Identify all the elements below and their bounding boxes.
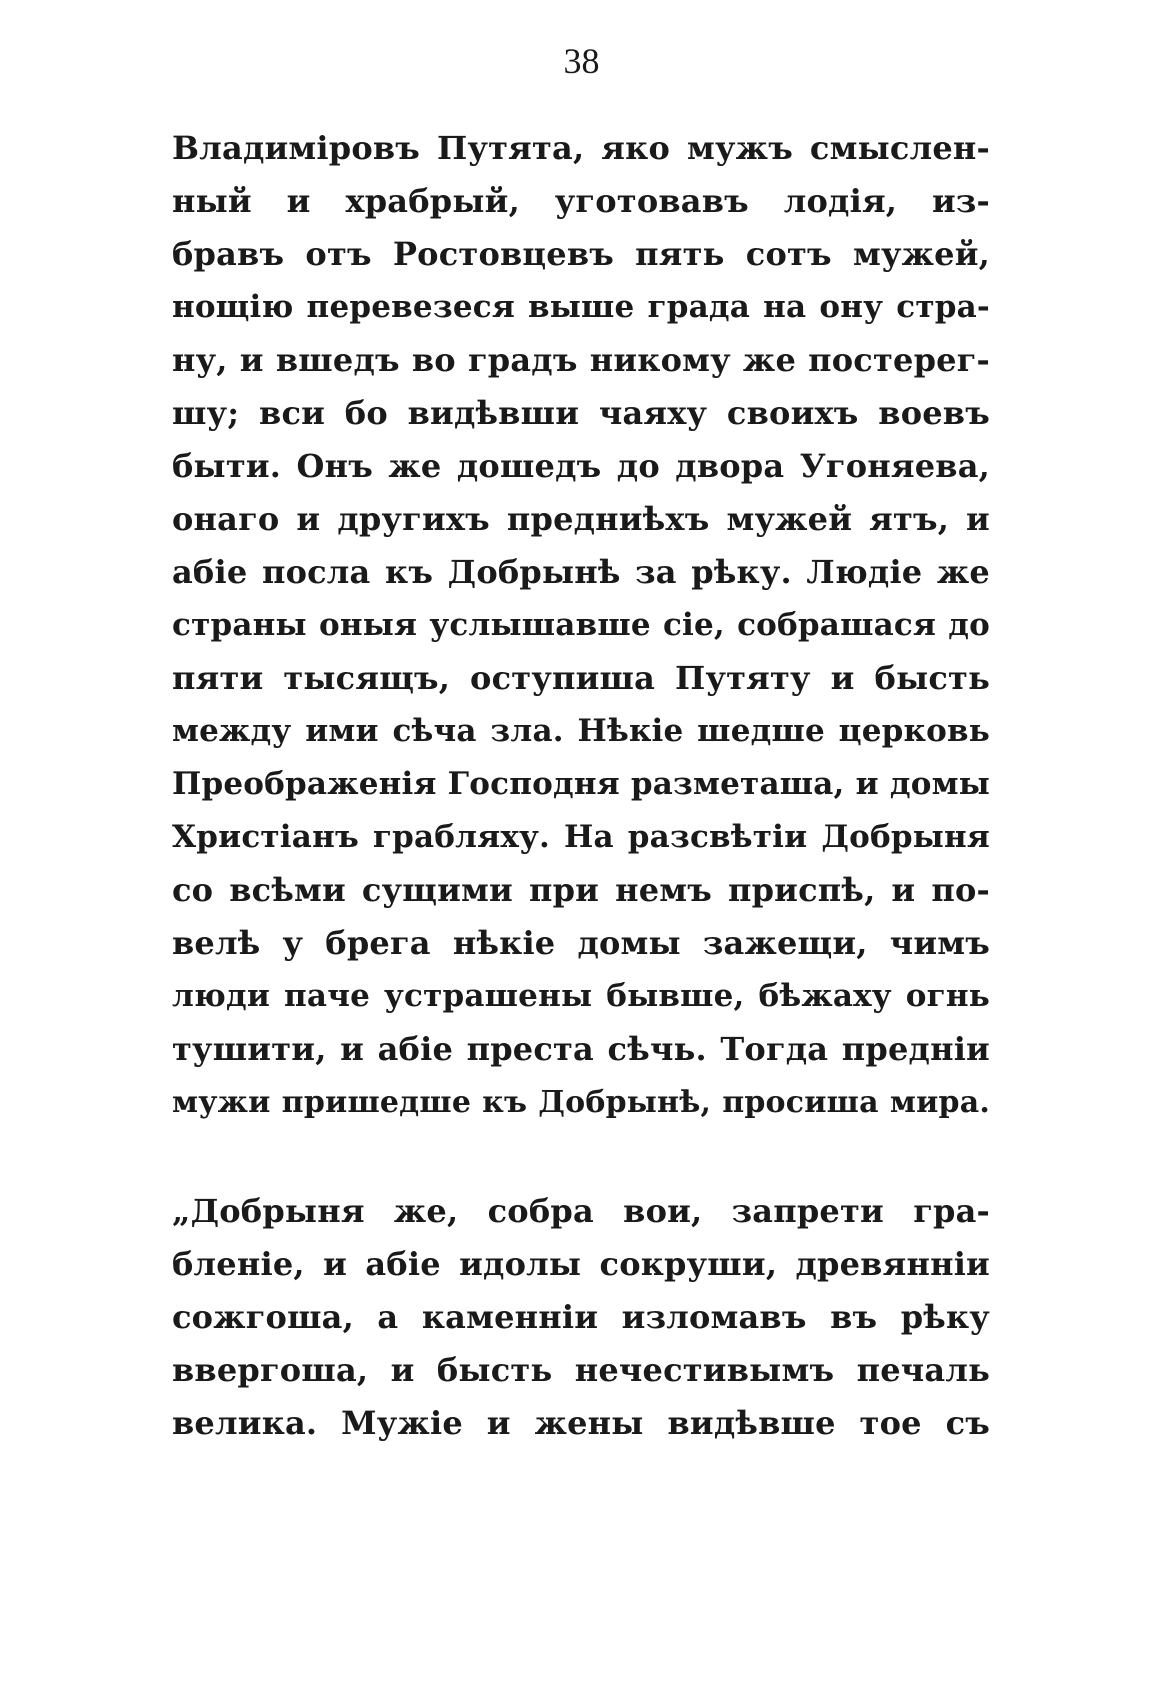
text-line: между ими сѣча зла. Нѣкіе шедше церковь xyxy=(172,713,990,749)
text-line: Владиміровъ Путята, яко мужъ смыслен- xyxy=(172,129,990,167)
text-line: „Добрыня же, собра вои, запрети гра- xyxy=(172,1192,990,1230)
text-line: онаго и другихъ предниѣхъ мужей ятъ, и xyxy=(172,500,990,538)
text-line: люди паче устрашены бывше, бѣжаху огнь xyxy=(172,978,990,1014)
text-line: абіе посла къ Добрынѣ за рѣку. Людіе же xyxy=(172,553,990,591)
text-line: сожгоша, а каменніи изломавъ въ рѣку xyxy=(172,1298,990,1336)
paragraph-2 xyxy=(172,1185,990,1450)
page-number: 38 xyxy=(563,41,600,81)
paragraph-1 xyxy=(172,122,990,1129)
text-line: велика. Мужіе и жены видѣвше тое съ xyxy=(172,1404,990,1442)
text-line: со всѣми сущими при немъ приспѣ, и по- xyxy=(172,871,990,909)
text-line: тушити, и абіе преста сѣчь. Тогда предніи xyxy=(172,1030,990,1068)
text-line: бленіе, и абіе идолы сокруши, древянніи xyxy=(172,1245,990,1283)
text-line: мужи пришедше къ Добрынѣ, просиша мира. xyxy=(172,1085,990,1120)
text-line: страны оныя услышавше сіе, собрашася до xyxy=(172,607,990,643)
text-line: ввергоша, и бысть нечестивымъ печаль xyxy=(172,1351,990,1389)
text-line: велѣ у брега нѣкіе домы зажещи, чимъ xyxy=(172,924,990,962)
text-line: быти. Онъ же дошедъ до двора Угоняева, xyxy=(172,447,990,485)
text-line: шу; вси бо видѣвши чаяху своихъ воевъ xyxy=(172,394,990,432)
text-line: ну, и вшедъ во градъ никому же постерег- xyxy=(172,341,990,379)
text-line: нощію перевезеся выше града на ону стра- xyxy=(172,289,990,325)
text-line: бравъ отъ Ростовцевъ пять сотъ мужей, xyxy=(172,235,990,273)
text-line: ный и храбрый, уготовавъ лодія, из- xyxy=(172,182,990,220)
text-line: пяти тысящъ, оступиша Путяту и бысть xyxy=(172,659,990,697)
text-line: Христіанъ грабляху. На разсвѣтіи Добрыня xyxy=(172,819,990,855)
text-line: Преображенія Господня разметаша, и домы xyxy=(172,766,990,802)
